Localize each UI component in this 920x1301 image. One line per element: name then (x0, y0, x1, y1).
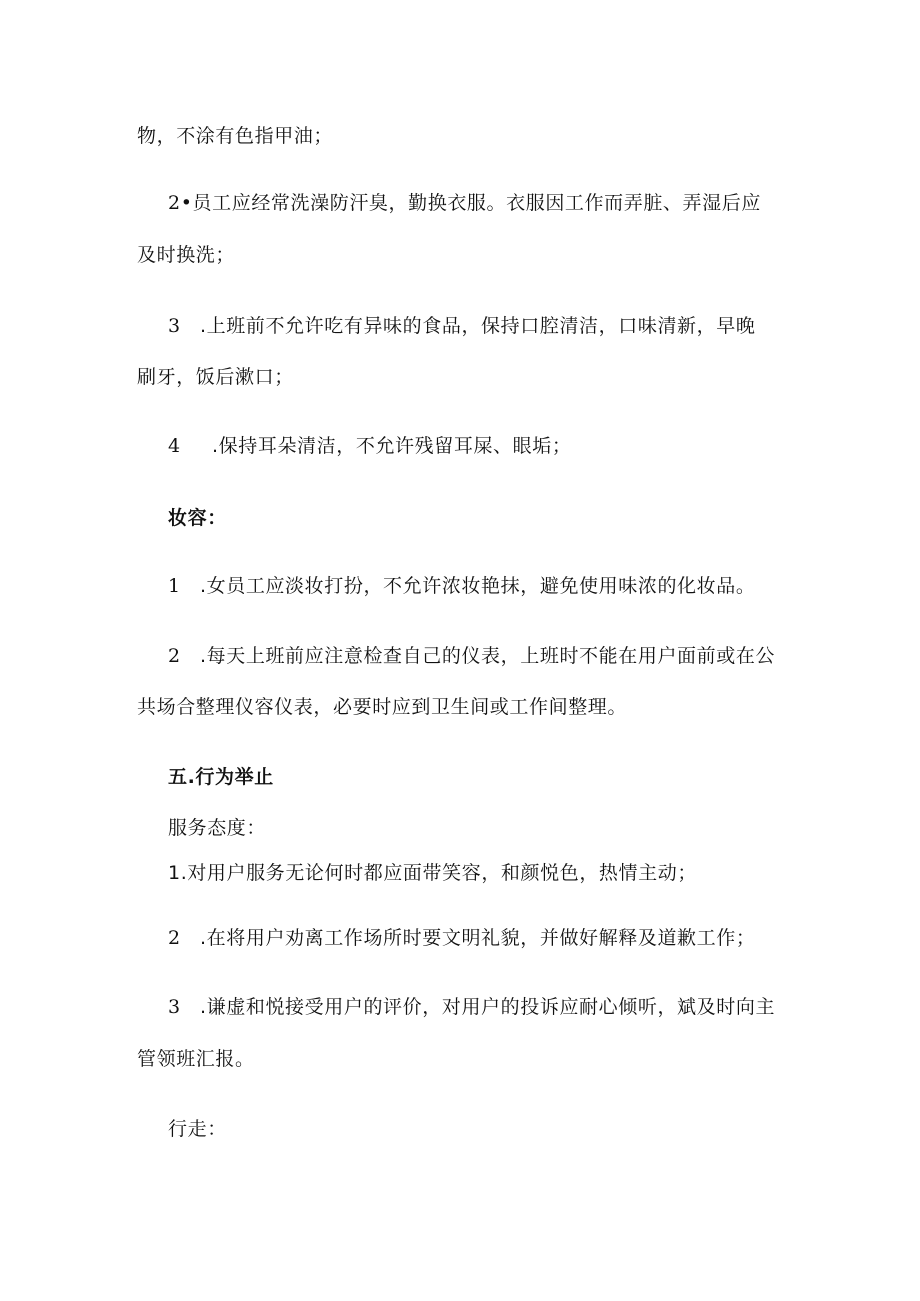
item-number: 2 (168, 645, 181, 667)
item-number: 4 (168, 435, 181, 457)
section-heading-makeup: 妆容： (168, 507, 227, 529)
paragraph-item-3-line2: 刷牙，饭后漱口； (137, 366, 294, 388)
item-number: 1 (168, 575, 181, 597)
item-number: 3 (168, 996, 181, 1018)
paragraph-item-2-line2: 及时换洗； (137, 244, 236, 266)
item-separator: • (180, 192, 193, 214)
paragraph-makeup-2: 2 .每天上班前应注意检查自己的仪表，上班时不能在用户面前或在公 (168, 645, 776, 667)
subheading-service-attitude: 服务态度： (168, 817, 267, 839)
paragraph-continuation: 物，不涂有色指甲油； (137, 125, 334, 147)
paragraph-item-4: 4 .保持耳朵清洁，不允许残留耳屎、眼垢； (168, 435, 572, 457)
paragraph-service-3: 3 .谦虚和悦接受用户的评价，对用户的投诉应耐心倾听，斌及时向主 (168, 996, 776, 1018)
item-number: 2 (168, 927, 181, 949)
item-number: 3 (168, 315, 181, 337)
paragraph-makeup-1: 1 .女员工应淡妆打扮，不允许浓妆艳抹，避免使用味浓的化妆品。 (168, 575, 756, 597)
paragraph-service-3-line2: 管领班汇报。 (137, 1048, 255, 1070)
paragraph-item-3: 3 .上班前不允许吃有异味的食品，保持口腔清洁，口味清新，早晚 (168, 315, 756, 337)
paragraph-service-1: 1.对用户服务无论何时都应面带笑容，和颜悦色，热情主动； (168, 862, 697, 884)
section-heading-behavior: 五.行为举止 (168, 766, 274, 788)
paragraph-makeup-2-line2: 共场合整理仪容仪表，必要时应到卫生间或工作间整理。 (137, 696, 628, 718)
item-number: 2 (168, 192, 181, 214)
paragraph-item-2: 2•员工应经常洗澡防汗臭，勤换衣服。衣服因工作而弄脏、弄湿后应 (168, 192, 761, 214)
paragraph-service-2: 2 .在将用户劝离工作场所时要文明礼貌，并做好解释及道歉工作； (168, 927, 756, 949)
subheading-walking: 行走： (168, 1118, 227, 1140)
